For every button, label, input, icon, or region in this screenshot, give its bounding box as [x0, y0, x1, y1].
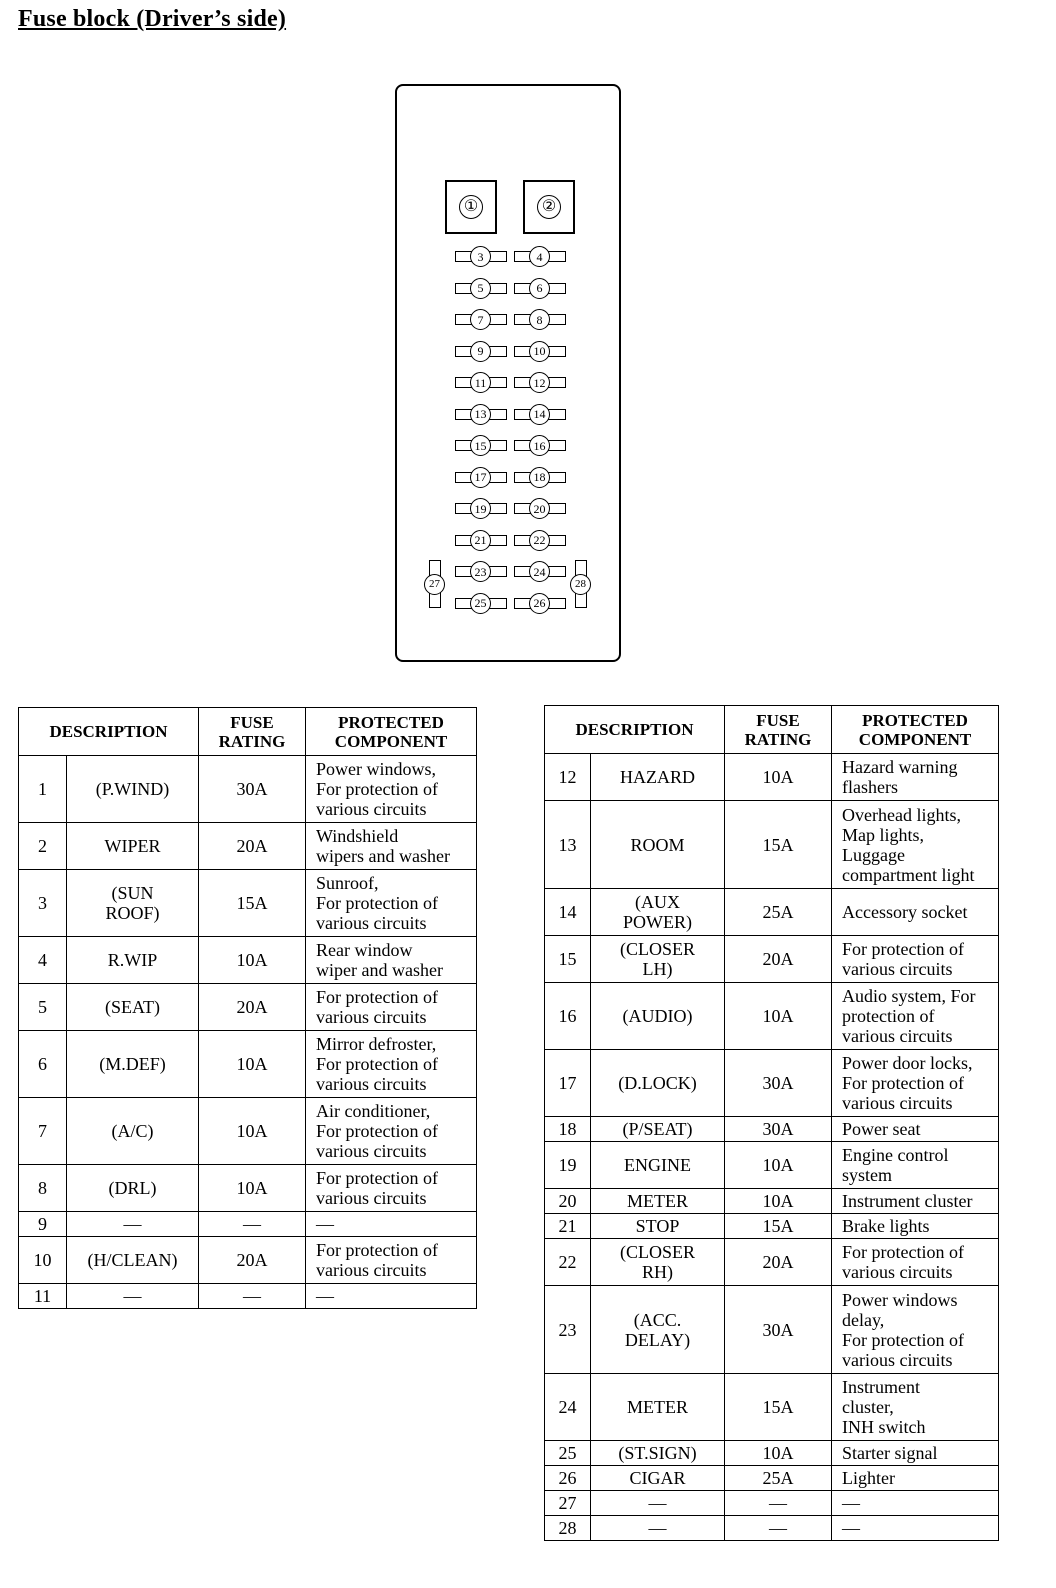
small-fuse — [514, 595, 566, 612]
table-row — [545, 1516, 999, 1541]
fuse-rating-cell: 25A — [725, 889, 832, 936]
fuse-number-cell: 2 — [19, 823, 67, 870]
fuse-number: 10 — [529, 341, 550, 362]
protected-component-cell: — — [832, 1516, 999, 1541]
protected-component-cell: For protection of various circuits — [306, 984, 477, 1031]
fuse-1-large — [445, 180, 497, 234]
protected-component-cell: Hazard warning flashers — [832, 754, 999, 801]
fuse-table-right — [544, 705, 999, 1541]
fuse-number-cell: 24 — [545, 1374, 591, 1441]
protected-component-cell: Rear window wiper and washer — [306, 937, 477, 984]
page-title: Fuse block (Driver’s side) — [18, 6, 287, 32]
table-row — [545, 1239, 999, 1286]
fuse-rating-cell: 10A — [725, 983, 832, 1050]
table-row — [545, 1491, 999, 1516]
description-cell: STOP — [591, 1214, 725, 1239]
fuse-number: 16 — [529, 435, 550, 456]
fuse-number: 9 — [470, 341, 491, 362]
fuse-number: 28 — [570, 574, 591, 595]
protected-component-cell: Sunroof, For protection of various circuits — [306, 870, 477, 937]
description-cell: (P.WIND) — [67, 756, 199, 823]
protected-component-cell: Instrument cluster, INH switch — [832, 1374, 999, 1441]
small-fuse — [455, 469, 507, 486]
fuse-number: 14 — [529, 404, 550, 425]
small-fuse — [455, 343, 507, 360]
fuse-number: 23 — [470, 561, 491, 582]
fuse-rating-cell: — — [199, 1284, 306, 1309]
description-cell: (A/C) — [67, 1098, 199, 1165]
fuse-number-cell: 27 — [545, 1491, 591, 1516]
protected-component-cell: Power seat — [832, 1117, 999, 1142]
fuse-number-cell: 23 — [545, 1286, 591, 1374]
fuse-rating-cell: 25A — [725, 1466, 832, 1491]
table-row — [19, 1284, 477, 1309]
header-description: DESCRIPTION — [19, 708, 199, 756]
table-row — [545, 1214, 999, 1239]
description-cell: — — [67, 1284, 199, 1309]
fuse-rating-cell: 10A — [199, 1031, 306, 1098]
fuse-number: ① — [459, 195, 483, 219]
fuse-number: 20 — [529, 498, 550, 519]
fuse-number-cell: 5 — [19, 984, 67, 1031]
fuse-rating-cell: 30A — [725, 1050, 832, 1117]
fuse-number: 26 — [529, 593, 550, 614]
protected-component-cell: For protection of various circuits — [832, 1239, 999, 1286]
fuse-number-cell: 8 — [19, 1165, 67, 1212]
small-fuse — [455, 311, 507, 328]
protected-component-cell: Instrument cluster — [832, 1189, 999, 1214]
protected-component-cell: Overhead lights, Map lights, Luggage compartment light — [832, 801, 999, 889]
protected-component-cell: For protection of various circuits — [306, 1237, 477, 1284]
description-cell: METER — [591, 1189, 725, 1214]
protected-component-cell: — — [306, 1212, 477, 1237]
description-cell: (P/SEAT) — [591, 1117, 725, 1142]
fuse-number: 8 — [529, 309, 550, 330]
description-cell: — — [591, 1516, 725, 1541]
fuse-number-cell: 18 — [545, 1117, 591, 1142]
description-cell: (AUDIO) — [591, 983, 725, 1050]
fuse-number-cell: 9 — [19, 1212, 67, 1237]
fuse-rating-cell: 10A — [725, 1142, 832, 1189]
fuse-number: 13 — [470, 404, 491, 425]
table-row — [545, 1189, 999, 1214]
small-fuse — [514, 311, 566, 328]
fuse-number: 27 — [424, 574, 445, 595]
table-row — [545, 889, 999, 936]
fuse-number: 22 — [529, 530, 550, 551]
protected-component-cell: For protection of various circuits — [306, 1165, 477, 1212]
protected-component-cell: — — [306, 1284, 477, 1309]
table-row — [545, 1050, 999, 1117]
fuse-number-cell: 1 — [19, 756, 67, 823]
fuse-number: 19 — [470, 498, 491, 519]
fuse-rating-cell: 15A — [725, 801, 832, 889]
fuse-number: 15 — [470, 435, 491, 456]
fuse-number: 7 — [470, 309, 491, 330]
table-row — [545, 1286, 999, 1374]
table-row — [545, 1441, 999, 1466]
description-cell: (M.DEF) — [67, 1031, 199, 1098]
description-cell: (CLOSER LH) — [591, 936, 725, 983]
small-fuse — [514, 248, 566, 265]
fuse-number: 5 — [470, 278, 491, 299]
small-fuse — [514, 406, 566, 423]
small-fuse — [514, 500, 566, 517]
description-cell: (H/CLEAN) — [67, 1237, 199, 1284]
fuse-number-cell: 25 — [545, 1441, 591, 1466]
fuse-number-cell: 15 — [545, 936, 591, 983]
protected-component-cell: Windshield wipers and washer — [306, 823, 477, 870]
fuse-rating-cell: 10A — [199, 937, 306, 984]
fuse-rating-cell: 10A — [725, 754, 832, 801]
protected-component-cell: Lighter — [832, 1466, 999, 1491]
fuse-number-cell: 26 — [545, 1466, 591, 1491]
fuse-rating-cell: 30A — [725, 1117, 832, 1142]
fuse-block-diagram — [395, 84, 621, 662]
description-cell: ROOM — [591, 801, 725, 889]
table-row — [545, 936, 999, 983]
table-row — [19, 1031, 477, 1098]
fuse-number: 21 — [470, 530, 491, 551]
description-cell: — — [591, 1491, 725, 1516]
fuse-number: 18 — [529, 467, 550, 488]
table-row — [19, 870, 477, 937]
protected-component-cell: Mirror defroster, For protection of various circuits — [306, 1031, 477, 1098]
protected-component-cell: For protection of various circuits — [832, 936, 999, 983]
small-fuse — [514, 437, 566, 454]
fuse-rating-cell: 30A — [725, 1286, 832, 1374]
description-cell: (CLOSER RH) — [591, 1239, 725, 1286]
description-cell: — — [67, 1212, 199, 1237]
fuse-rating-cell: 15A — [725, 1374, 832, 1441]
protected-component-cell: Power windows, For protection of various circuits — [306, 756, 477, 823]
fuse-rating-cell: 10A — [199, 1165, 306, 1212]
protected-component-cell: Air conditioner, For protection of various circuits — [306, 1098, 477, 1165]
protected-component-cell: Accessory socket — [832, 889, 999, 936]
fuse-number-cell: 6 — [19, 1031, 67, 1098]
protected-component-cell: Power door locks, For protection of various circuits — [832, 1050, 999, 1117]
protected-component-cell: Starter signal — [832, 1441, 999, 1466]
fuse-number: 24 — [529, 561, 550, 582]
description-cell: ENGINE — [591, 1142, 725, 1189]
fuse-2-large — [523, 180, 575, 234]
fuse-number: 25 — [470, 593, 491, 614]
small-fuse — [455, 500, 507, 517]
fuse-rating-cell: 20A — [725, 936, 832, 983]
fuse-number-cell: 10 — [19, 1237, 67, 1284]
description-cell: (SEAT) — [67, 984, 199, 1031]
table-row — [545, 754, 999, 801]
small-fuse — [455, 532, 507, 549]
fuse-number-cell: 22 — [545, 1239, 591, 1286]
description-cell: (ACC. DELAY) — [591, 1286, 725, 1374]
description-cell: (DRL) — [67, 1165, 199, 1212]
header-description: DESCRIPTION — [545, 706, 725, 754]
fuse-number-cell: 19 — [545, 1142, 591, 1189]
fuse-table-left — [18, 707, 477, 1309]
table-row — [19, 1165, 477, 1212]
header-fuse-rating: FUSE RATING — [725, 706, 832, 754]
table-row — [545, 1466, 999, 1491]
table-row — [545, 1374, 999, 1441]
table-row — [19, 1098, 477, 1165]
header-fuse-rating: FUSE RATING — [199, 708, 306, 756]
fuse-number-cell: 12 — [545, 754, 591, 801]
table-row — [19, 984, 477, 1031]
small-fuse — [455, 563, 507, 580]
description-cell: METER — [591, 1374, 725, 1441]
small-fuse — [514, 532, 566, 549]
fuse-rating-cell: 15A — [725, 1214, 832, 1239]
small-fuse — [455, 595, 507, 612]
fuse-rating-cell: 20A — [725, 1239, 832, 1286]
fuse-number: 17 — [470, 467, 491, 488]
description-cell: (D.LOCK) — [591, 1050, 725, 1117]
small-fuse — [455, 280, 507, 297]
description-cell: HAZARD — [591, 754, 725, 801]
table-row — [545, 1142, 999, 1189]
fuse-number-cell: 21 — [545, 1214, 591, 1239]
small-fuse — [455, 406, 507, 423]
description-cell: (SUN ROOF) — [67, 870, 199, 937]
table-row — [19, 823, 477, 870]
description-cell: (AUX POWER) — [591, 889, 725, 936]
fuse-number-cell: 20 — [545, 1189, 591, 1214]
table-row — [545, 983, 999, 1050]
fuse-28-vertical — [573, 560, 589, 608]
protected-component-cell: Power windows delay, For protection of various circuits — [832, 1286, 999, 1374]
fuse-rating-cell: 20A — [199, 984, 306, 1031]
fuse-rating-cell: 15A — [199, 870, 306, 937]
fuse-27-vertical — [427, 560, 443, 608]
small-fuse — [455, 437, 507, 454]
fuse-rating-cell: 20A — [199, 1237, 306, 1284]
description-cell: (ST.SIGN) — [591, 1441, 725, 1466]
table-row — [545, 1117, 999, 1142]
table-row — [19, 1237, 477, 1284]
fuse-rating-cell: — — [725, 1491, 832, 1516]
fuse-rating-cell: — — [199, 1212, 306, 1237]
fuse-number: 3 — [470, 246, 491, 267]
small-fuse — [514, 343, 566, 360]
small-fuse — [514, 280, 566, 297]
table-header-row — [19, 708, 477, 756]
fuse-number: 11 — [470, 372, 491, 393]
fuse-rating-cell: — — [725, 1516, 832, 1541]
fuse-number-cell: 11 — [19, 1284, 67, 1309]
small-fuse — [455, 374, 507, 391]
small-fuse — [514, 469, 566, 486]
header-protected-component: PROTECTED COMPONENT — [832, 706, 999, 754]
table-row — [19, 1212, 477, 1237]
fuse-number-cell: 13 — [545, 801, 591, 889]
fuse-number-cell: 4 — [19, 937, 67, 984]
small-fuse — [514, 374, 566, 391]
fuse-number-cell: 16 — [545, 983, 591, 1050]
fuse-number: 6 — [529, 278, 550, 299]
small-fuse — [455, 248, 507, 265]
description-cell: WIPER — [67, 823, 199, 870]
fuse-rating-cell: 10A — [199, 1098, 306, 1165]
table-row — [19, 937, 477, 984]
protected-component-cell: Brake lights — [832, 1214, 999, 1239]
fuse-rating-cell: 10A — [725, 1189, 832, 1214]
table-header-row — [545, 706, 999, 754]
fuse-rating-cell: 30A — [199, 756, 306, 823]
fuse-number-cell: 3 — [19, 870, 67, 937]
fuse-rating-cell: 10A — [725, 1441, 832, 1466]
protected-component-cell: Audio system, For protection of various circuits — [832, 983, 999, 1050]
small-fuse — [514, 563, 566, 580]
fuse-number-cell: 7 — [19, 1098, 67, 1165]
header-protected-component: PROTECTED COMPONENT — [306, 708, 477, 756]
fuse-number-cell: 17 — [545, 1050, 591, 1117]
fuse-number-cell: 28 — [545, 1516, 591, 1541]
description-cell: CIGAR — [591, 1466, 725, 1491]
fuse-rating-cell: 20A — [199, 823, 306, 870]
fuse-number: ② — [537, 195, 561, 219]
fuse-number: 4 — [529, 246, 550, 267]
fuse-number-cell: 14 — [545, 889, 591, 936]
protected-component-cell: — — [832, 1491, 999, 1516]
description-cell: R.WIP — [67, 937, 199, 984]
table-row — [545, 801, 999, 889]
fuse-number: 12 — [529, 372, 550, 393]
table-row — [19, 756, 477, 823]
protected-component-cell: Engine control system — [832, 1142, 999, 1189]
